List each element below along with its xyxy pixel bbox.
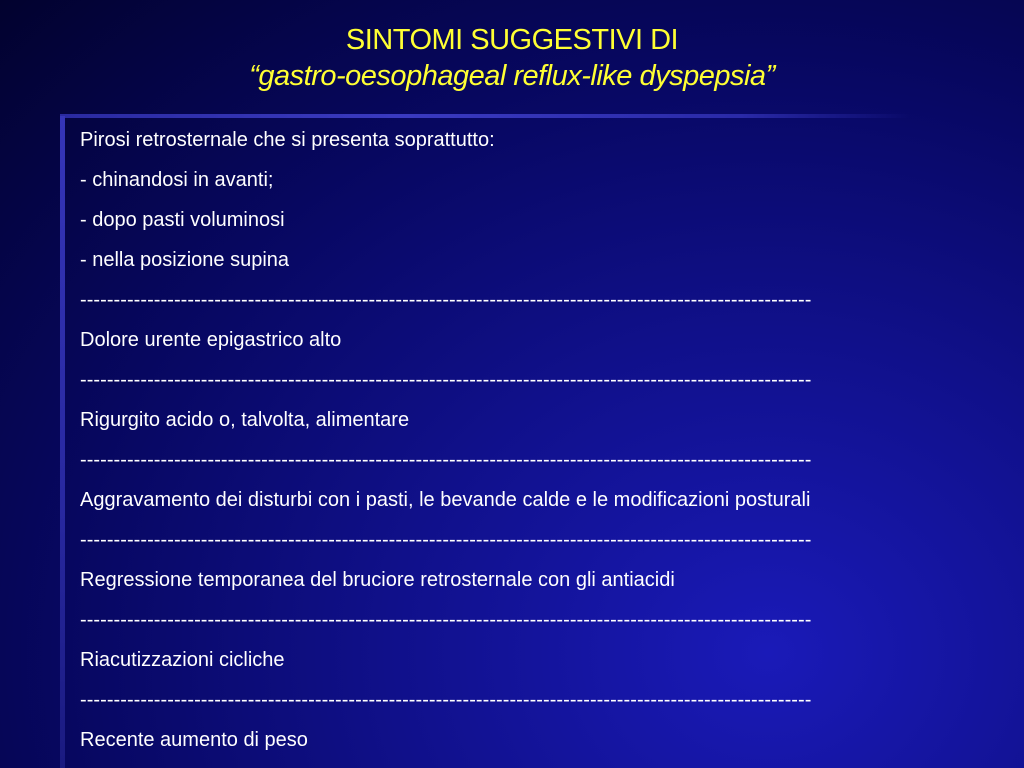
horizontal-rule <box>60 114 910 118</box>
vertical-rule <box>60 116 65 768</box>
separator-line: ------------------------------------------------------------------------------------------------------------- <box>80 369 812 391</box>
list-item: Riacutizzazioni cicliche <box>80 649 285 671</box>
separator-line: ------------------------------------------------------------------------------------------------------------- <box>80 689 812 711</box>
separator-line: ------------------------------------------------------------------------------------------------------------- <box>80 449 812 471</box>
list-item: Aggravamento dei disturbi con i pasti, le bevande calde e le modificazioni posturali <box>80 489 811 511</box>
separator-line: ------------------------------------------------------------------------------------------------------------- <box>80 289 812 311</box>
list-item: Pirosi retrosternale che si presenta soprattutto: <box>80 129 495 151</box>
title-line-1: SINTOMI SUGGESTIVI DI <box>345 24 679 56</box>
list-item: - chinandosi in avanti; <box>80 169 274 191</box>
symptom-list <box>80 120 1020 760</box>
list-item: Rigurgito acido o, talvolta, alimentare <box>80 409 410 431</box>
title-line-2: “gastro-oesophageal reflux-like dyspepsia” <box>249 60 775 92</box>
list-item: Regressione temporanea del bruciore retrosternale con gli antiacidi <box>80 569 675 591</box>
separator-line: ------------------------------------------------------------------------------------------------------------- <box>80 529 812 551</box>
list-item: - dopo pasti voluminosi <box>80 209 285 231</box>
separator-line: ------------------------------------------------------------------------------------------------------------- <box>80 609 812 631</box>
list-item: Dolore urente epigastrico alto <box>80 329 342 351</box>
list-item: - nella posizione supina <box>80 249 290 271</box>
slide-title <box>0 22 1024 94</box>
list-item: Recente aumento di peso <box>80 729 308 751</box>
